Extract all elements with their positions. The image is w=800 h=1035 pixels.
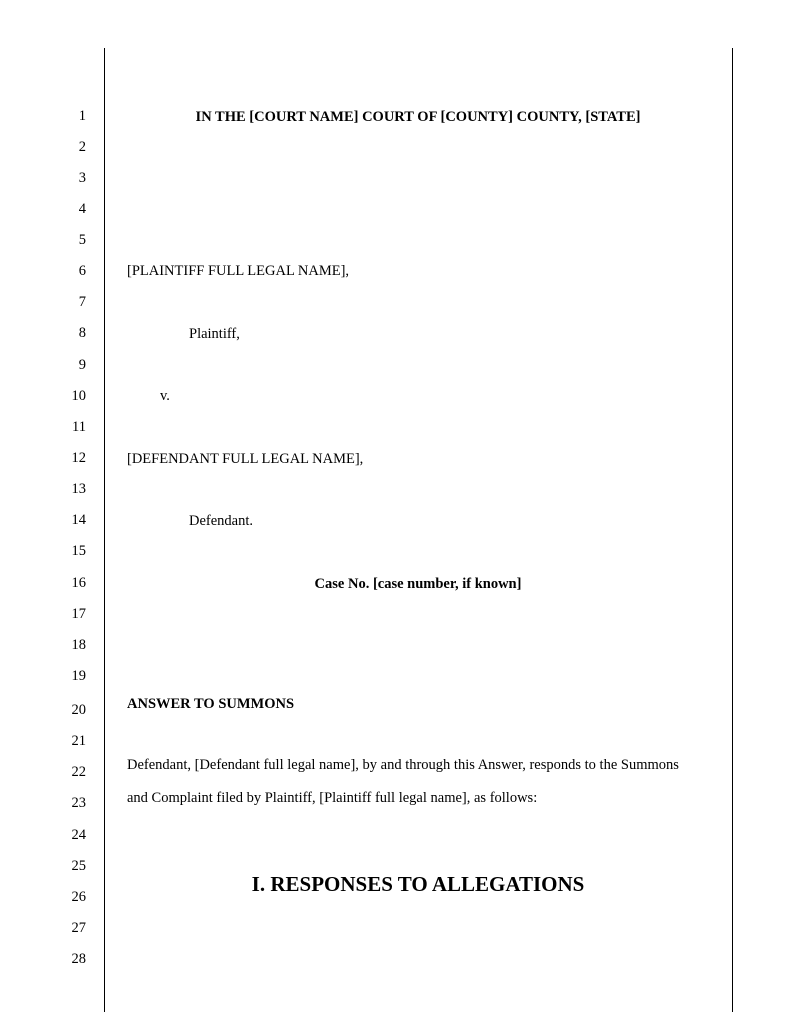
line-number: 20 <box>71 702 86 718</box>
line-number: 18 <box>71 637 86 653</box>
line-number: 9 <box>78 357 86 373</box>
intro-paragraph-line-2: and Complaint filed by Plaintiff, [Plaintiff full legal name], as follows: <box>127 790 538 806</box>
line-number: 12 <box>71 450 86 466</box>
line-number: 3 <box>78 170 86 186</box>
case-number: Case No. [case number, if known] <box>314 576 522 592</box>
line-number: 11 <box>72 419 86 435</box>
document-title: ANSWER TO SUMMONS <box>127 696 295 712</box>
intro-paragraph-line-1: Defendant, [Defendant full legal name], by and through this Answer, responds to the Summons <box>127 757 679 773</box>
line-number: 10 <box>71 388 86 404</box>
section-heading: I. RESPONSES TO ALLEGATIONS <box>251 872 585 896</box>
court-title: IN THE [COURT NAME] COURT OF [COUNTY] COUNTY, [STATE] <box>195 109 641 125</box>
line-number: 7 <box>78 294 86 310</box>
plaintiff-role: Plaintiff, <box>189 326 240 342</box>
defendant-name: [DEFENDANT FULL LEGAL NAME], <box>127 451 364 467</box>
versus-label: v. <box>160 388 170 404</box>
line-number: 25 <box>71 858 86 874</box>
line-number: 2 <box>78 139 86 155</box>
line-number: 19 <box>71 668 86 684</box>
line-number: 13 <box>71 481 86 497</box>
line-number: 22 <box>71 764 86 780</box>
line-number: 24 <box>71 827 86 843</box>
line-number: 1 <box>78 108 86 124</box>
line-number: 5 <box>78 232 86 248</box>
line-number: 26 <box>71 889 86 905</box>
line-number: 8 <box>78 325 86 341</box>
line-number: 17 <box>71 606 86 622</box>
line-number: 14 <box>71 512 86 528</box>
line-number: 16 <box>71 575 86 591</box>
line-number: 28 <box>71 951 86 967</box>
right-margin-rule <box>732 48 733 1012</box>
line-number: 6 <box>78 263 86 279</box>
line-number: 23 <box>71 795 86 811</box>
left-margin-rule <box>104 48 105 1012</box>
line-number: 4 <box>78 201 86 217</box>
line-number: 21 <box>71 733 86 749</box>
line-number: 27 <box>71 920 86 936</box>
defendant-role: Defendant. <box>189 513 254 529</box>
line-number: 15 <box>71 543 86 559</box>
plaintiff-name: [PLAINTIFF FULL LEGAL NAME], <box>127 263 350 279</box>
